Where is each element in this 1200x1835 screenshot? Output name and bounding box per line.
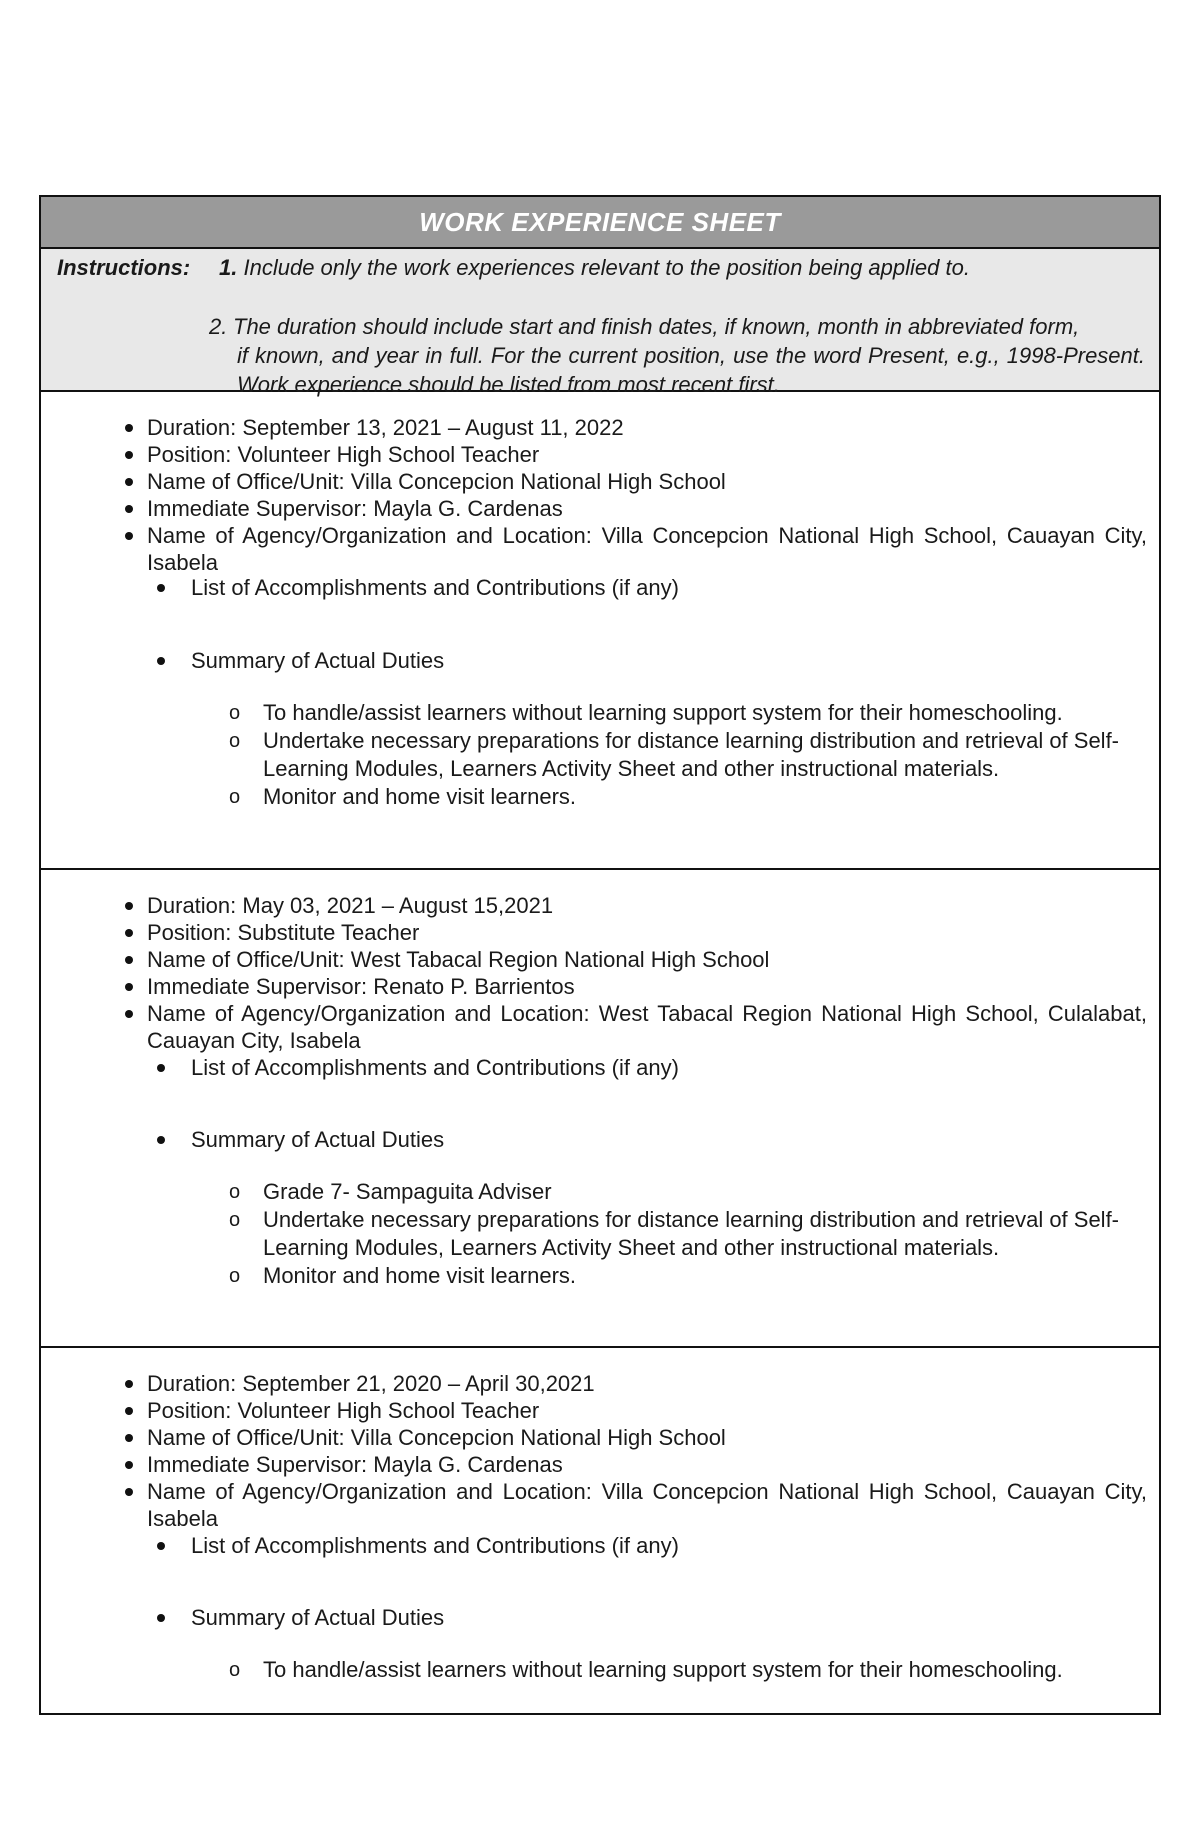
experience-entry — [41, 392, 1159, 870]
entry-agency: Name of Agency/Organization and Location: West Tabacal Region National High School, Culalabat, Cauayan City, Isabela — [147, 1001, 1147, 1053]
duty-item: o To handle/assist learners without learning support system for their homeschooling. — [263, 699, 1121, 727]
summary-label: Summary of Actual Duties — [191, 1127, 445, 1152]
entry-position: Position: Volunteer High School Teacher — [147, 441, 1147, 468]
duties-list — [263, 699, 1121, 811]
experience-entry — [41, 1348, 1159, 1715]
entry-office: Name of Office/Unit: Villa Concepcion National High School — [147, 1424, 1147, 1451]
instruction-number: 2. — [209, 314, 228, 339]
entry-office: Name of Office/Unit: Villa Concepcion National High School — [147, 468, 1147, 495]
duty-item: o Undertake necessary preparations for distance learning distribution and retrieval of Self-Learning Modules, Learners Activity Sheet and other instructional materials. — [263, 1206, 1121, 1262]
instruction-text-continued: if known, and year in full. For the current position, use the word Present, e.g., 1998-Present. Work experience should be listed from most recent first. — [237, 343, 1145, 397]
entry-office: Name of Office/Unit: West Tabacal Region National High School — [147, 946, 1147, 973]
instruction-item-1 — [219, 255, 1145, 281]
duty-item: o To handle/assist learners without learning support system for their homeschooling. — [263, 1656, 1121, 1684]
duties-list — [263, 1178, 1121, 1290]
duties-list — [263, 1656, 1121, 1684]
instruction-number: 1. — [219, 255, 238, 280]
entry-details — [147, 1370, 1147, 1532]
instructions-label: Instructions: — [57, 255, 191, 280]
entry-position: Position: Volunteer High School Teacher — [147, 1397, 1147, 1424]
instructions-box — [41, 249, 1159, 397]
entry-details — [147, 892, 1147, 1054]
entry-details — [147, 414, 1147, 576]
summary-label: Summary of Actual Duties — [191, 1605, 445, 1630]
duty-item: o Undertake necessary preparations for distance learning distribution and retrieval of Self-Learning Modules, Learners Activity Sheet and other instructional materials. — [263, 727, 1121, 783]
entry-supervisor: Immediate Supervisor: Mayla G. Cardenas — [147, 495, 1147, 522]
experience-entry — [41, 870, 1159, 1348]
instruction-item-2 — [209, 312, 1145, 399]
summary-label: Summary of Actual Duties — [191, 648, 445, 673]
instruction-text: The duration should include start and finish dates, if known, month in abbreviated form, — [233, 314, 1080, 339]
work-experience-sheet — [39, 195, 1161, 1715]
accomplishments-label: List of Accomplishments and Contributions (if any) — [191, 1533, 679, 1558]
accomplishments-label: List of Accomplishments and Contributions (if any) — [191, 575, 679, 600]
entry-supervisor: Immediate Supervisor: Renato P. Barrientos — [147, 973, 1147, 1000]
entry-duration: Duration: September 13, 2021 – August 11, 2022 — [147, 414, 1147, 441]
duty-item: o Monitor and home visit learners. — [263, 783, 1121, 811]
instruction-text: Include only the work experiences relevant to the position being applied to. — [243, 255, 970, 280]
entry-agency: Name of Agency/Organization and Location: Villa Concepcion National High School, Cauayan City, Isabela — [147, 1479, 1147, 1531]
duty-item: o Grade 7- Sampaguita Adviser — [263, 1178, 1121, 1206]
entry-duration: Duration: September 21, 2020 – April 30,2021 — [147, 1370, 1147, 1397]
entry-agency: Name of Agency/Organization and Location: Villa Concepcion National High School, Cauayan City, Isabela — [147, 523, 1147, 575]
sheet-title: WORK EXPERIENCE SHEET — [41, 197, 1159, 249]
entry-supervisor: Immediate Supervisor: Mayla G. Cardenas — [147, 1451, 1147, 1478]
entry-duration: Duration: May 03, 2021 – August 15,2021 — [147, 892, 1147, 919]
entry-position: Position: Substitute Teacher — [147, 919, 1147, 946]
accomplishments-label: List of Accomplishments and Contributions (if any) — [191, 1055, 679, 1080]
duty-item: o Monitor and home visit learners. — [263, 1262, 1121, 1290]
